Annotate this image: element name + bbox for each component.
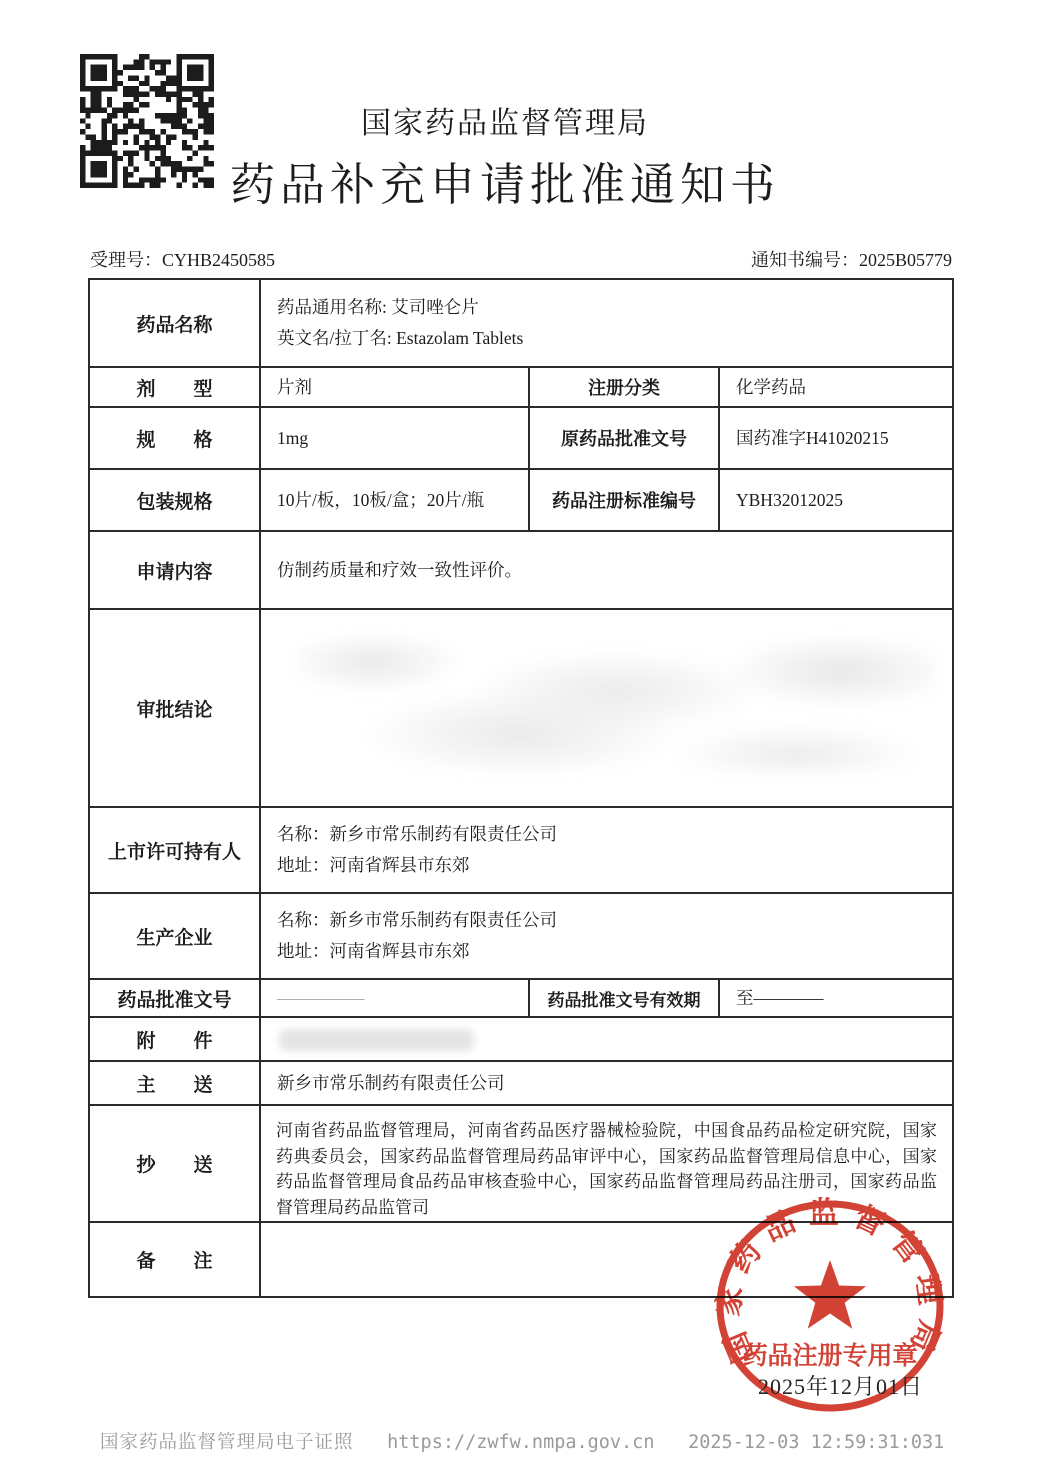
row-value [261,610,952,806]
row-label: 抄 送 [90,1106,261,1221]
row-value [261,1018,952,1060]
row-label: 审批结论 [90,610,261,806]
agency-title: 国家药品监督管理局 [361,107,649,140]
table-row-spec [90,406,952,468]
approval-table [88,278,954,1298]
table-row-mah [90,806,952,892]
row-value: 仿制药质量和疗效一致性评价。 [277,559,522,580]
row-label: 备 注 [90,1223,261,1296]
row-label: 药品批准文号有效期 [528,980,720,1016]
meta-row [90,246,952,272]
page-title: 药品补充申请批准通知书 [229,160,780,210]
row-label: 上市许可持有人 [90,808,261,892]
row-value: 至———— [736,987,824,1008]
row-label: 规 格 [90,408,261,468]
seal-ring-text: 国家药品监督管理局 [712,1197,948,1368]
table-row-attachment [90,1016,952,1060]
row-label: 主 送 [90,1062,261,1104]
row-value: 10片/板，10板/盒；20片/瓶 [277,489,485,510]
footer-timestamp: 2025-12-03 12:59:31:031 [688,1432,945,1453]
mah-address: 地址：河南省辉县市东郊 [277,855,470,875]
table-row-main-send [90,1060,952,1104]
row-label: 生产企业 [90,894,261,978]
table-row-application [90,530,952,608]
row-value: YBH32012025 [736,489,843,510]
row-label: 原药品批准文号 [528,408,720,468]
row-value: 1mg [277,427,309,448]
seal-inner-text: 药品注册专用章 [742,1343,918,1370]
row-label: 药品名称 [90,280,261,366]
redacted-conclusion-area [296,638,937,771]
footer-url: https://zwfw.nmpa.gov.cn [387,1432,655,1453]
table-row-manufacturer [90,892,952,978]
seal-date: 2025年12月01日 [758,1374,924,1399]
table-row-drug-name [90,280,952,366]
row-value: 化学药品 [736,376,806,397]
row-value [261,808,952,892]
footer-issuer: 国家药品监督管理局电子证照 [100,1433,354,1453]
row-value: 新乡市常乐制药有限责任公司 [277,1072,505,1093]
row-value [261,894,952,978]
manufacturer-name: 名称：新乡市常乐制药有限责任公司 [277,910,557,931]
row-value: 河南省药品监督管理局，河南省药品医疗器械检验院，中国食品药品检定研究院，国家药典委员会，国家药品监督管理局药品审评中心，国家药品监督管理局信息中心，国家药品监督管理局食品药品审核查验中心，国家药品监督管理局药品注册司，国家药品监督管理局药品监管司 [276,1121,937,1217]
mah-name: 名称：新乡市常乐制药有限责任公司 [277,824,557,845]
row-value [261,280,952,366]
table-row-conclusion [90,608,952,806]
row-value: 国药准字H41020215 [736,427,889,448]
acceptance-number: 受理号：CYHB2450585 [90,250,276,270]
table-row-package [90,468,952,530]
row-label: 药品注册标准编号 [528,470,720,530]
row-value: 片剂 [277,376,312,397]
row-value: ————— [277,987,365,1008]
redacted-attachment-text [279,1029,474,1051]
manufacturer-address: 地址：河南省辉县市东郊 [277,941,470,961]
table-row-dosage-form [90,366,952,406]
row-label: 附 件 [90,1018,261,1060]
row-label: 注册分类 [528,368,720,406]
drug-english-name: 英文名/拉丁名: Estazolam Tablets [277,328,524,348]
star-icon [794,1260,866,1329]
notice-number: 通知书编号：2025B05779 [750,250,952,270]
row-label: 申请内容 [90,532,261,608]
row-label: 包装规格 [90,470,261,530]
table-row-approval-no [90,978,952,1016]
drug-generic-name: 药品通用名称: 艾司唑仑片 [277,297,479,318]
footer [100,1428,944,1454]
row-label: 剂 型 [90,368,261,406]
row-label: 药品批准文号 [90,980,261,1016]
